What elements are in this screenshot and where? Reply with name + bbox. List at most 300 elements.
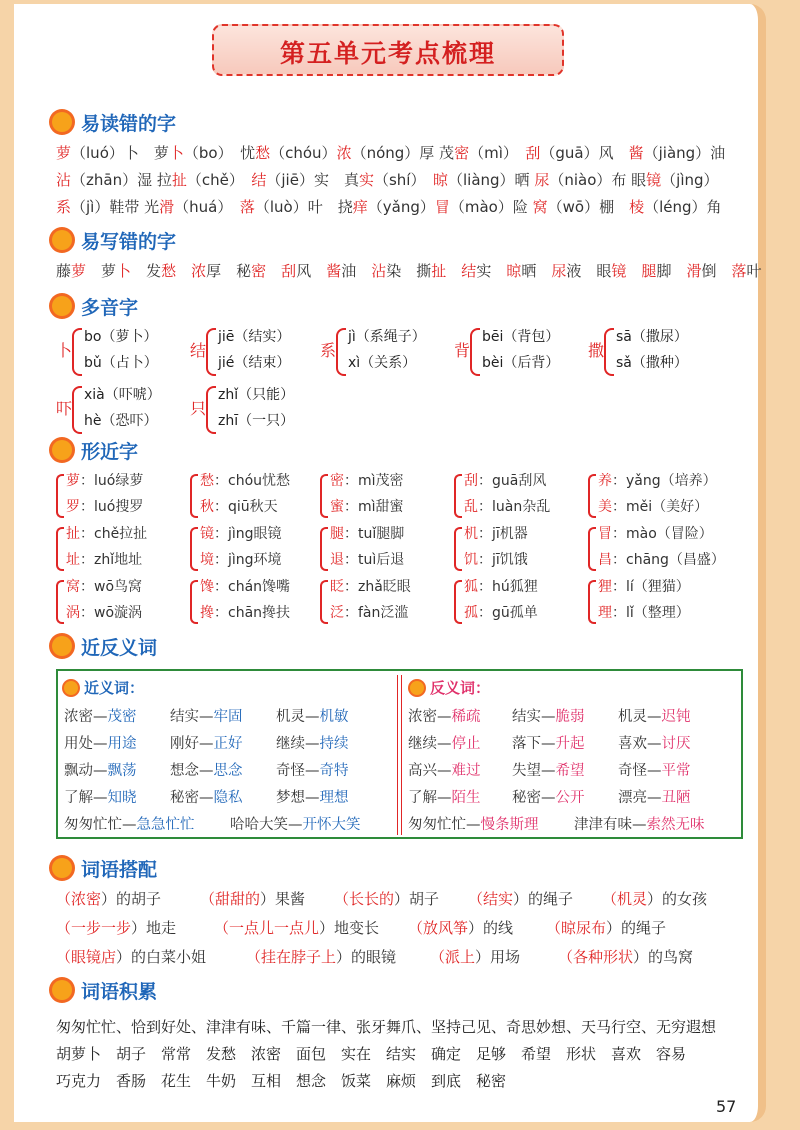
related-word: 平常 bbox=[661, 763, 691, 779]
text-segment: （luò）叶 挠 bbox=[254, 198, 353, 216]
related-word: 停止 bbox=[451, 736, 481, 752]
similar-line-1 bbox=[464, 574, 538, 600]
word: 落下— bbox=[512, 736, 556, 752]
sun-icon bbox=[52, 230, 72, 250]
misread-line bbox=[56, 142, 725, 164]
sun-icon bbox=[52, 636, 72, 656]
key-char: 结 bbox=[251, 171, 267, 189]
divider bbox=[397, 675, 402, 835]
polyphonic-char: 只 bbox=[190, 399, 207, 418]
key-char: 棱 bbox=[629, 198, 645, 216]
word: 秘密— bbox=[170, 790, 214, 806]
similar-text: ：luàn杂乱 bbox=[478, 499, 551, 515]
title-banner bbox=[212, 24, 564, 76]
text-segment: （huá） bbox=[174, 198, 240, 216]
related-word: 脆弱 bbox=[555, 709, 585, 725]
related-word: 奇特 bbox=[319, 763, 349, 779]
miswritten-line bbox=[56, 260, 762, 282]
key-char: 愁 bbox=[161, 262, 177, 280]
text-segment: （léng）角 bbox=[644, 198, 722, 216]
similar-line-2 bbox=[66, 547, 142, 573]
word-pair bbox=[64, 759, 137, 780]
page-title: 第五单元考点梳理 bbox=[279, 39, 496, 68]
text-segment: 液 眼 bbox=[566, 262, 612, 280]
similar-char: 蜜 bbox=[330, 499, 344, 515]
text-segment: （mì） bbox=[469, 144, 526, 162]
key-char: 酱 bbox=[326, 262, 342, 280]
word-pair bbox=[170, 705, 243, 726]
similar-char: 萝 bbox=[66, 473, 80, 489]
word-pair bbox=[512, 732, 585, 753]
text-segment bbox=[626, 262, 641, 280]
similar-text: ：jìng眼镜 bbox=[214, 526, 282, 542]
key-char: 刮 bbox=[525, 144, 541, 162]
bracket: （ bbox=[468, 890, 484, 908]
similar-line-1 bbox=[464, 468, 546, 494]
bracket: （ bbox=[56, 890, 72, 908]
related-word: 开怀大笑 bbox=[302, 817, 361, 833]
similar-text: ：mì茂密 bbox=[344, 473, 404, 489]
word: 结实— bbox=[512, 709, 556, 725]
word: 失望— bbox=[512, 763, 556, 779]
similar-line-2 bbox=[330, 494, 404, 520]
bracket: （ bbox=[430, 948, 446, 966]
word: 了解— bbox=[408, 790, 452, 806]
blank-word: 结实 bbox=[483, 890, 514, 908]
brace bbox=[206, 386, 216, 434]
blank-word: 挂在脖子上 bbox=[261, 948, 337, 966]
sun-icon bbox=[52, 296, 72, 316]
word-pair bbox=[618, 759, 691, 780]
text-segment: 发 bbox=[131, 262, 162, 280]
section-header-synant bbox=[52, 632, 157, 660]
similar-char: 冒 bbox=[598, 526, 612, 542]
collocation-text: ）的线 bbox=[468, 919, 514, 937]
bracket: （ bbox=[56, 919, 72, 937]
section-label: 形近字 bbox=[81, 440, 139, 463]
similar-text: ：zhǎ眨眼 bbox=[344, 579, 411, 595]
key-char: 结 bbox=[461, 262, 477, 280]
related-word: 持续 bbox=[319, 736, 349, 752]
reading-2: hè（恐吓） bbox=[84, 413, 158, 429]
page-number: 57 bbox=[716, 1097, 737, 1116]
similar-line-2 bbox=[464, 494, 550, 520]
similar-char: 狐 bbox=[464, 579, 478, 595]
blank-word: 晾尿布 bbox=[561, 919, 607, 937]
misread-line bbox=[56, 196, 722, 218]
similar-line-2 bbox=[464, 547, 528, 573]
text-segment: （luó）卜 萝 bbox=[71, 144, 169, 162]
text-segment: 晒 bbox=[521, 262, 552, 280]
brace bbox=[72, 328, 82, 376]
collocation-text: ）的胡子 bbox=[101, 890, 162, 908]
similar-text: ：guā刮风 bbox=[478, 473, 547, 489]
word: 匆匆忙忙— bbox=[408, 817, 481, 833]
antonyms-label: 反义词： bbox=[430, 679, 491, 697]
brace bbox=[588, 580, 596, 624]
collocation bbox=[56, 917, 176, 938]
key-char: 扯 bbox=[171, 171, 187, 189]
key-char: 镜 bbox=[646, 171, 662, 189]
word: 继续— bbox=[408, 736, 452, 752]
similar-char: 昌 bbox=[598, 552, 612, 568]
similar-char: 搀 bbox=[200, 605, 214, 621]
similar-text: ：mì甜蜜 bbox=[344, 499, 404, 515]
brace bbox=[320, 474, 328, 518]
accumulation-line: 匆匆忙忙、恰到好处、津津有味、千篇一律、张牙舞爪、坚持己见、奇思妙想、天马行空、无穷遐想 bbox=[56, 1018, 717, 1036]
text-segment: 萝 bbox=[86, 262, 117, 280]
brace bbox=[454, 580, 462, 624]
key-char: 落 bbox=[239, 198, 255, 216]
text-segment: 脚 bbox=[656, 262, 687, 280]
text-segment: （jì）鞋带 光 bbox=[71, 198, 160, 216]
similar-text: ：zhǐ地址 bbox=[80, 552, 143, 568]
text-segment: （jiàng）油 bbox=[643, 144, 726, 162]
text-segment: 叶 bbox=[746, 262, 762, 280]
similar-text: ：chóu忧愁 bbox=[214, 473, 291, 489]
similar-text: ：měi（美好） bbox=[612, 499, 709, 515]
word-pair bbox=[408, 705, 481, 726]
text-segment: （mào）险 bbox=[449, 198, 533, 216]
blank-word: 派上 bbox=[445, 948, 476, 966]
key-char: 镜 bbox=[611, 262, 627, 280]
similar-char: 退 bbox=[330, 552, 344, 568]
bracket: （ bbox=[56, 948, 72, 966]
brace bbox=[72, 386, 82, 434]
sun-icon bbox=[52, 858, 72, 878]
brace bbox=[604, 328, 614, 376]
similar-line-1 bbox=[66, 574, 142, 600]
word: 机灵— bbox=[618, 709, 662, 725]
brace bbox=[56, 527, 64, 571]
related-word: 牢固 bbox=[213, 709, 243, 725]
similar-line-1 bbox=[200, 574, 290, 600]
similar-line-2 bbox=[200, 494, 278, 520]
section-label: 易读错的字 bbox=[81, 112, 177, 135]
related-word: 难过 bbox=[451, 763, 481, 779]
related-word: 稀疏 bbox=[451, 709, 481, 725]
similar-line-2 bbox=[200, 600, 290, 626]
bracket: （ bbox=[558, 948, 574, 966]
collocation bbox=[602, 888, 707, 909]
related-word: 飘荡 bbox=[107, 763, 137, 779]
similar-char: 腿 bbox=[330, 526, 344, 542]
word: 机灵— bbox=[276, 709, 320, 725]
similar-line-1 bbox=[200, 468, 290, 494]
brace bbox=[320, 527, 328, 571]
collocation bbox=[246, 946, 396, 967]
text-segment: 厚 秘 bbox=[206, 262, 252, 280]
similar-char: 狸 bbox=[598, 579, 612, 595]
brace bbox=[190, 527, 198, 571]
word-pair bbox=[512, 786, 585, 807]
bracket: （ bbox=[546, 919, 562, 937]
similar-char: 乱 bbox=[464, 499, 478, 515]
word: 高兴— bbox=[408, 763, 452, 779]
similar-line-1 bbox=[598, 521, 713, 547]
related-word: 用途 bbox=[107, 736, 137, 752]
related-word: 茂密 bbox=[107, 709, 137, 725]
word: 浓密— bbox=[64, 709, 108, 725]
sun-icon bbox=[64, 681, 78, 695]
related-word: 公开 bbox=[555, 790, 585, 806]
similar-line-1 bbox=[330, 574, 411, 600]
section-label: 多音字 bbox=[81, 296, 139, 319]
similar-char: 刮 bbox=[464, 473, 478, 489]
word: 津津有味— bbox=[574, 817, 647, 833]
text-segment: （guā）风 bbox=[540, 144, 629, 162]
word-pair bbox=[170, 786, 243, 807]
polyphonic-char: 撒 bbox=[588, 341, 605, 360]
similar-char: 密 bbox=[330, 473, 344, 489]
collocation-text: ）果酱 bbox=[260, 890, 306, 908]
similar-char: 孤 bbox=[464, 605, 478, 621]
word: 用处— bbox=[64, 736, 108, 752]
collocation bbox=[56, 946, 206, 967]
word: 浓密— bbox=[408, 709, 452, 725]
section-label: 近反义词 bbox=[81, 636, 158, 659]
brace bbox=[588, 474, 596, 518]
word-pair bbox=[170, 759, 243, 780]
page bbox=[14, 4, 766, 1122]
collocation bbox=[214, 917, 379, 938]
word-pair bbox=[618, 732, 691, 753]
section-header-polyphonic bbox=[52, 292, 138, 320]
key-char: 愁 bbox=[255, 144, 271, 162]
sun-icon bbox=[52, 980, 72, 1000]
synonyms-header bbox=[64, 677, 144, 698]
blank-word: 眼镜店 bbox=[71, 948, 117, 966]
reading-2: sǎ（撒种） bbox=[616, 355, 688, 371]
brace bbox=[190, 580, 198, 624]
key-char: 刮 bbox=[281, 262, 297, 280]
key-char: 尿 bbox=[534, 171, 550, 189]
similar-line-2 bbox=[66, 600, 142, 626]
collocation bbox=[558, 946, 693, 967]
related-word: 慢条斯理 bbox=[480, 817, 539, 833]
word: 喜欢— bbox=[618, 736, 662, 752]
text-segment bbox=[446, 262, 461, 280]
related-word: 希望 bbox=[555, 763, 585, 779]
polyphonic-char: 卜 bbox=[56, 341, 73, 360]
similar-text: ：qiū秋天 bbox=[214, 499, 278, 515]
brace bbox=[56, 474, 64, 518]
text-segment bbox=[176, 262, 191, 280]
similar-char: 理 bbox=[598, 605, 612, 621]
similar-char: 眨 bbox=[330, 579, 344, 595]
related-word: 隐私 bbox=[213, 790, 243, 806]
polyphonic-char: 结 bbox=[190, 341, 207, 360]
word-pair bbox=[618, 786, 691, 807]
related-word: 思念 bbox=[213, 763, 243, 779]
word: 秘密— bbox=[512, 790, 556, 806]
text-segment: （shí） bbox=[373, 171, 433, 189]
text-segment: （jiē）实 真 bbox=[266, 171, 359, 189]
word: 刚好— bbox=[170, 736, 214, 752]
key-char: 酱 bbox=[628, 144, 644, 162]
similar-line-1 bbox=[66, 521, 147, 547]
similar-text: ：jī机器 bbox=[478, 526, 528, 542]
similar-text: ：chān搀扶 bbox=[214, 605, 291, 621]
similar-text: ：lí（狸猫） bbox=[612, 579, 690, 595]
similar-text: ：tuì后退 bbox=[344, 552, 405, 568]
similar-char: 镜 bbox=[200, 526, 214, 542]
similar-line-2 bbox=[330, 547, 404, 573]
reading-1: bēi（背包） bbox=[482, 329, 560, 345]
reading-1: jì（系绳子） bbox=[348, 329, 426, 345]
synonyms-label: 近义词： bbox=[84, 679, 145, 697]
text-segment: 风 bbox=[296, 262, 327, 280]
similar-line-2 bbox=[464, 600, 538, 626]
similar-char: 饥 bbox=[464, 552, 478, 568]
blank-word: 各种形状 bbox=[573, 948, 634, 966]
sun-icon bbox=[410, 681, 424, 695]
word: 梦想— bbox=[276, 790, 320, 806]
similar-text: ：chāng（昌盛） bbox=[612, 552, 725, 568]
collocation-text: ）胡子 bbox=[394, 890, 440, 908]
reading-2: xì（关系） bbox=[348, 355, 417, 371]
similar-char: 馋 bbox=[200, 579, 214, 595]
reading-2: zhī（一只） bbox=[218, 413, 295, 429]
similar-line-1 bbox=[464, 521, 528, 547]
key-char: 密 bbox=[454, 144, 470, 162]
sun-icon bbox=[52, 112, 72, 132]
related-word: 丑陋 bbox=[661, 790, 691, 806]
key-char: 卜 bbox=[168, 144, 184, 162]
text-segment: （nóng）厚 茂 bbox=[351, 144, 455, 162]
related-word: 急急忙忙 bbox=[136, 817, 195, 833]
collocation bbox=[334, 888, 439, 909]
similar-text: ：lǐ（整理） bbox=[612, 605, 690, 621]
brace bbox=[454, 474, 462, 518]
word-pair bbox=[276, 705, 349, 726]
related-word: 知晓 bbox=[107, 790, 137, 806]
polyphonic-char: 背 bbox=[454, 341, 471, 360]
similar-char: 窝 bbox=[66, 579, 80, 595]
word-pair bbox=[276, 732, 349, 753]
key-char: 沾 bbox=[371, 262, 387, 280]
key-char: 卜 bbox=[116, 262, 132, 280]
word-pair bbox=[64, 732, 137, 753]
similar-text: ：gū孤单 bbox=[478, 605, 538, 621]
similar-line-1 bbox=[66, 468, 143, 494]
word-pair bbox=[408, 813, 539, 834]
related-word: 索然无味 bbox=[646, 817, 705, 833]
similar-char: 泛 bbox=[330, 605, 344, 621]
collocation-text: ）地变长 bbox=[319, 919, 380, 937]
collocation bbox=[546, 917, 666, 938]
collocation-text: ）的白菜小姐 bbox=[116, 948, 207, 966]
key-char: 窝 bbox=[532, 198, 548, 216]
blank-word: 甜甜的 bbox=[215, 890, 261, 908]
blank-word: 机灵 bbox=[617, 890, 648, 908]
text-segment: （yǎng） bbox=[367, 198, 435, 216]
polyphonic-char: 吓 bbox=[56, 399, 73, 418]
key-char: 萝 bbox=[71, 262, 87, 280]
similar-char: 美 bbox=[598, 499, 612, 515]
similar-text: ：luó绿萝 bbox=[80, 473, 144, 489]
key-char: 痒 bbox=[352, 198, 368, 216]
key-char: 密 bbox=[251, 262, 267, 280]
word-pair bbox=[512, 705, 585, 726]
similar-char: 罗 bbox=[66, 499, 80, 515]
blank-word: 长长的 bbox=[349, 890, 395, 908]
word: 飘动— bbox=[64, 763, 108, 779]
brace bbox=[320, 580, 328, 624]
reading-1: jiē（结实） bbox=[218, 329, 291, 345]
word-pair bbox=[170, 732, 243, 753]
section-header-misread bbox=[52, 108, 176, 136]
key-char: 系 bbox=[56, 198, 72, 216]
section-header-miswritten bbox=[52, 226, 176, 254]
key-char: 沾 bbox=[56, 171, 72, 189]
similar-text: ：tuǐ腿脚 bbox=[344, 526, 405, 542]
brace bbox=[56, 580, 64, 624]
key-char: 浓 bbox=[191, 262, 207, 280]
similar-char: 养 bbox=[598, 473, 612, 489]
key-char: 萝 bbox=[56, 144, 72, 162]
similar-text: ：wō漩涡 bbox=[80, 605, 143, 621]
reading-1: sā（撒尿） bbox=[616, 329, 688, 345]
blank-word: 放风筝 bbox=[423, 919, 469, 937]
text-segment: （liàng）晒 bbox=[448, 171, 535, 189]
collocation-text: ）的绳子 bbox=[606, 919, 667, 937]
similar-char: 址 bbox=[66, 552, 80, 568]
collocation bbox=[468, 888, 573, 909]
section-label: 词语搭配 bbox=[81, 858, 158, 881]
key-char: 滑 bbox=[686, 262, 702, 280]
collocation bbox=[200, 888, 305, 909]
key-char: 滑 bbox=[159, 198, 175, 216]
text-segment: （bo） 忧 bbox=[183, 144, 256, 162]
blank-word: 一步一步 bbox=[71, 919, 132, 937]
similar-text: ：yǎng（培养） bbox=[612, 473, 717, 489]
text-segment bbox=[266, 262, 281, 280]
similar-line-2 bbox=[66, 494, 143, 520]
word-pair bbox=[512, 759, 585, 780]
text-segment: （chě） bbox=[186, 171, 252, 189]
related-word: 机敏 bbox=[319, 709, 349, 725]
key-char: 晾 bbox=[506, 262, 522, 280]
similar-text: ：hú狐狸 bbox=[478, 579, 538, 595]
key-char: 落 bbox=[731, 262, 747, 280]
similar-line-1 bbox=[200, 521, 282, 547]
similar-line-1 bbox=[330, 521, 404, 547]
similar-text: ：chě拉扯 bbox=[80, 526, 148, 542]
brace bbox=[336, 328, 346, 376]
related-word: 迟钝 bbox=[661, 709, 691, 725]
similar-text: ：wō鸟窝 bbox=[80, 579, 143, 595]
word: 匆匆忙忙— bbox=[64, 817, 137, 833]
similar-text: ：jī饥饿 bbox=[478, 552, 528, 568]
reading-2: bǔ（占卜） bbox=[84, 355, 158, 371]
similar-char: 扯 bbox=[66, 526, 80, 542]
section-header-accumulation bbox=[52, 976, 157, 1004]
word-pair bbox=[276, 786, 349, 807]
brace bbox=[190, 474, 198, 518]
word: 哈哈大笑— bbox=[230, 817, 303, 833]
key-char: 晾 bbox=[432, 171, 448, 189]
collocation-text: ）的女孩 bbox=[647, 890, 708, 908]
bracket: （ bbox=[408, 919, 424, 937]
similar-text: ：fàn泛滥 bbox=[344, 605, 409, 621]
similar-line-2 bbox=[598, 494, 708, 520]
related-word: 陌生 bbox=[451, 790, 481, 806]
reading-2: jié（结束） bbox=[218, 355, 291, 371]
collocation-text: ）的绳子 bbox=[513, 890, 574, 908]
key-char: 浓 bbox=[336, 144, 352, 162]
word-pair bbox=[408, 786, 481, 807]
